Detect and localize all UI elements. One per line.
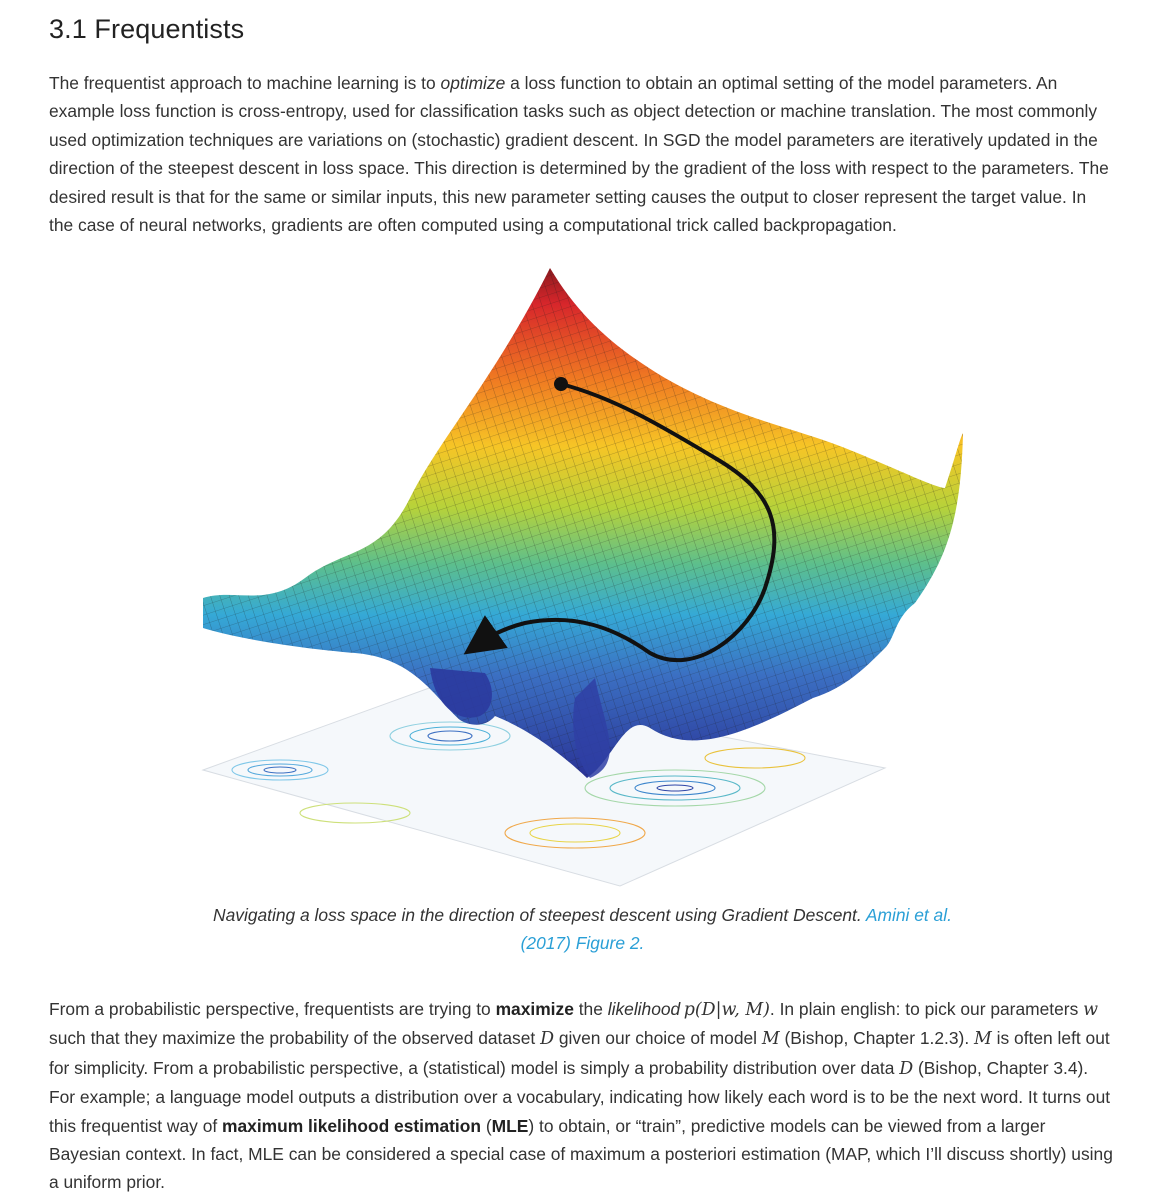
paragraph-likelihood (49, 995, 1114, 1197)
figure-caption (200, 901, 965, 958)
math-m: M (973, 1029, 992, 1050)
citation-link[interactable]: Amini et al. (2017) Figure 2. (520, 905, 952, 954)
text-run: The frequentist approach to machine learning is to (49, 73, 441, 93)
bold-maximize: maximize (495, 999, 574, 1019)
section-heading: 3.1 Frequentists (49, 14, 245, 44)
emphasis-optimize: optimize (440, 73, 506, 93)
text-run: (Bishop, Chapter 1.2.3). (779, 1028, 974, 1049)
loss-surface-figure (195, 258, 970, 888)
text-run: . In plain english: to pick our parameters (769, 999, 1084, 1019)
text-run: given our choice of model (554, 1028, 762, 1049)
text-run: ) to obtain, or “train”, predictive models can be viewed from a larger Bayesian context. In fact, MLE can be considered a special case of maximum a posteriori estimation (MAP, which I’ll discuss shortly) using a uniform prior. (49, 1115, 1113, 1193)
caption-text: Navigating a loss space in the direction of steepest descent using Gradient Descent. (213, 905, 866, 925)
text-run: (Bishop, Chapter 3.4). For example; a language model outputs a distribution over a vocabulary, indicating how likely each word is to be the next word. It turns out this frequentist way of (49, 1057, 1111, 1136)
math-likelihood: p(D|w, M) (683, 1000, 770, 1020)
text-run: is often left out for simplicity. From a probabilistic perspective, a (statistical) model is simply a probability distribution over data (49, 1028, 1110, 1078)
loss-surface (203, 268, 963, 778)
text-run: From a probabilistic perspective, frequentists are trying to (49, 999, 496, 1019)
emphasis-likelihood: likelihood (607, 999, 681, 1019)
bold-mle-term: maximum likelihood estimation (222, 1115, 482, 1136)
math-m: M (761, 1029, 780, 1050)
text-run: ( (481, 1115, 492, 1136)
loss-surface-illustration (195, 258, 970, 888)
text-run: a loss function to obtain an optimal setting of the model parameters. An example loss function is cross-entropy, used for classification tasks such as object detection or machine translation. The most commonly used optimization techniques are variations on (stochastic) gradient descent. In SGD the model parameters are iteratively updated in the direction of the steepest descent in loss space. This direction is determined by the gradient of the loss with respect to the parameters. The desired result is that for the same or similar inputs, this new parameter setting causes the output to closer represent the target value. In the case of neural networks, gradients are often computed using a computational trick called backpropagation. (49, 73, 1109, 236)
text-run: such that they maximize the probability of the observed dataset (49, 1028, 541, 1049)
text-run: the (573, 999, 608, 1019)
math-d: D (540, 1029, 555, 1050)
bold-mle-abbrev: MLE (491, 1115, 529, 1136)
math-d: D (899, 1058, 914, 1079)
paragraph-intro (49, 69, 1114, 239)
math-w: w (1083, 1000, 1099, 1020)
